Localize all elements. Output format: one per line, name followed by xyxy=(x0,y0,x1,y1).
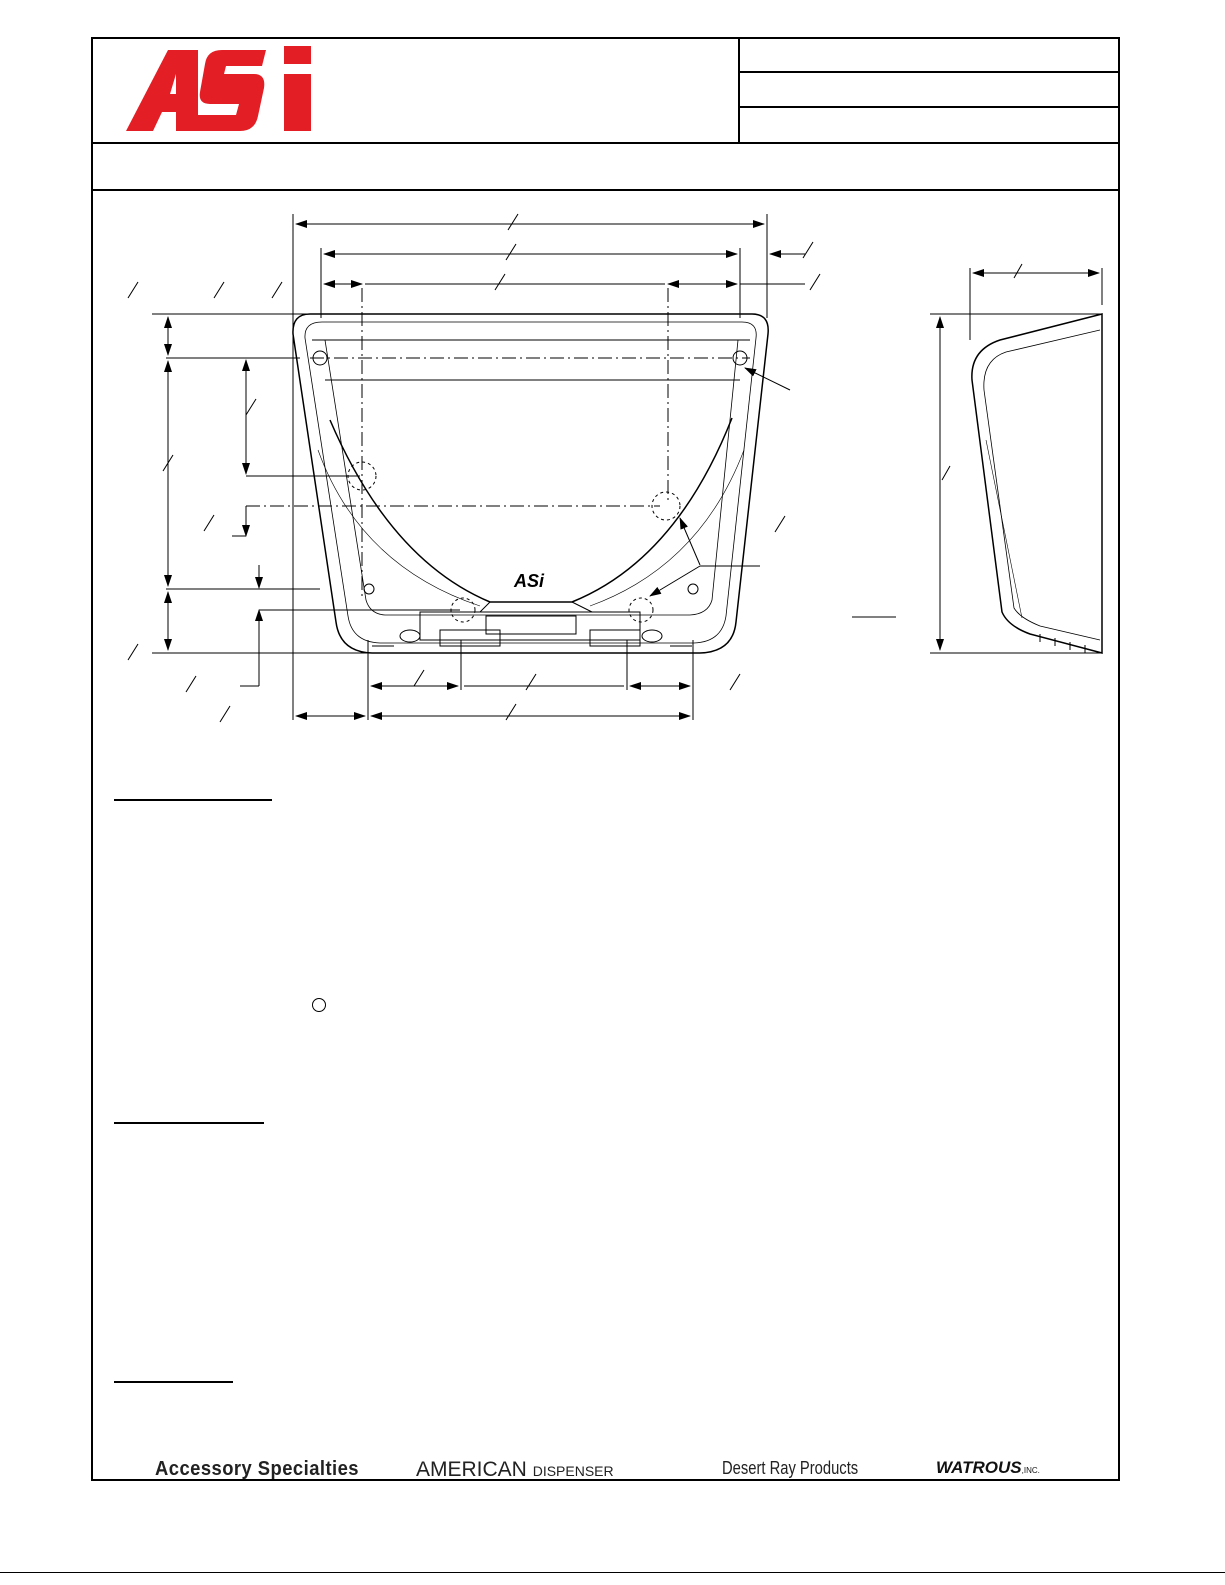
brand-watrous-main: WATROUS xyxy=(936,1458,1022,1477)
brand-watrous xyxy=(936,1458,1040,1478)
product-asi-mark: ASi xyxy=(514,571,545,591)
note-reference-circle xyxy=(312,998,326,1012)
brand-watrous-sub: ,INC. xyxy=(1021,1466,1040,1475)
technical-drawing xyxy=(0,0,1225,760)
section-heading-3-underline xyxy=(114,1381,233,1383)
brand-desert-ray-products: Desert Ray Products xyxy=(722,1458,859,1478)
page-bottom-rule xyxy=(0,1572,1225,1573)
section-heading-2-underline xyxy=(114,1122,264,1124)
brand-american-main: AMERICAN xyxy=(416,1458,527,1481)
section-heading-1-underline xyxy=(114,799,272,801)
brand-american-sub: DISPENSER xyxy=(532,1463,614,1479)
brand-accessory-specialties: Accessory Specialties xyxy=(155,1458,360,1480)
brand-american-dispenser xyxy=(416,1458,614,1482)
